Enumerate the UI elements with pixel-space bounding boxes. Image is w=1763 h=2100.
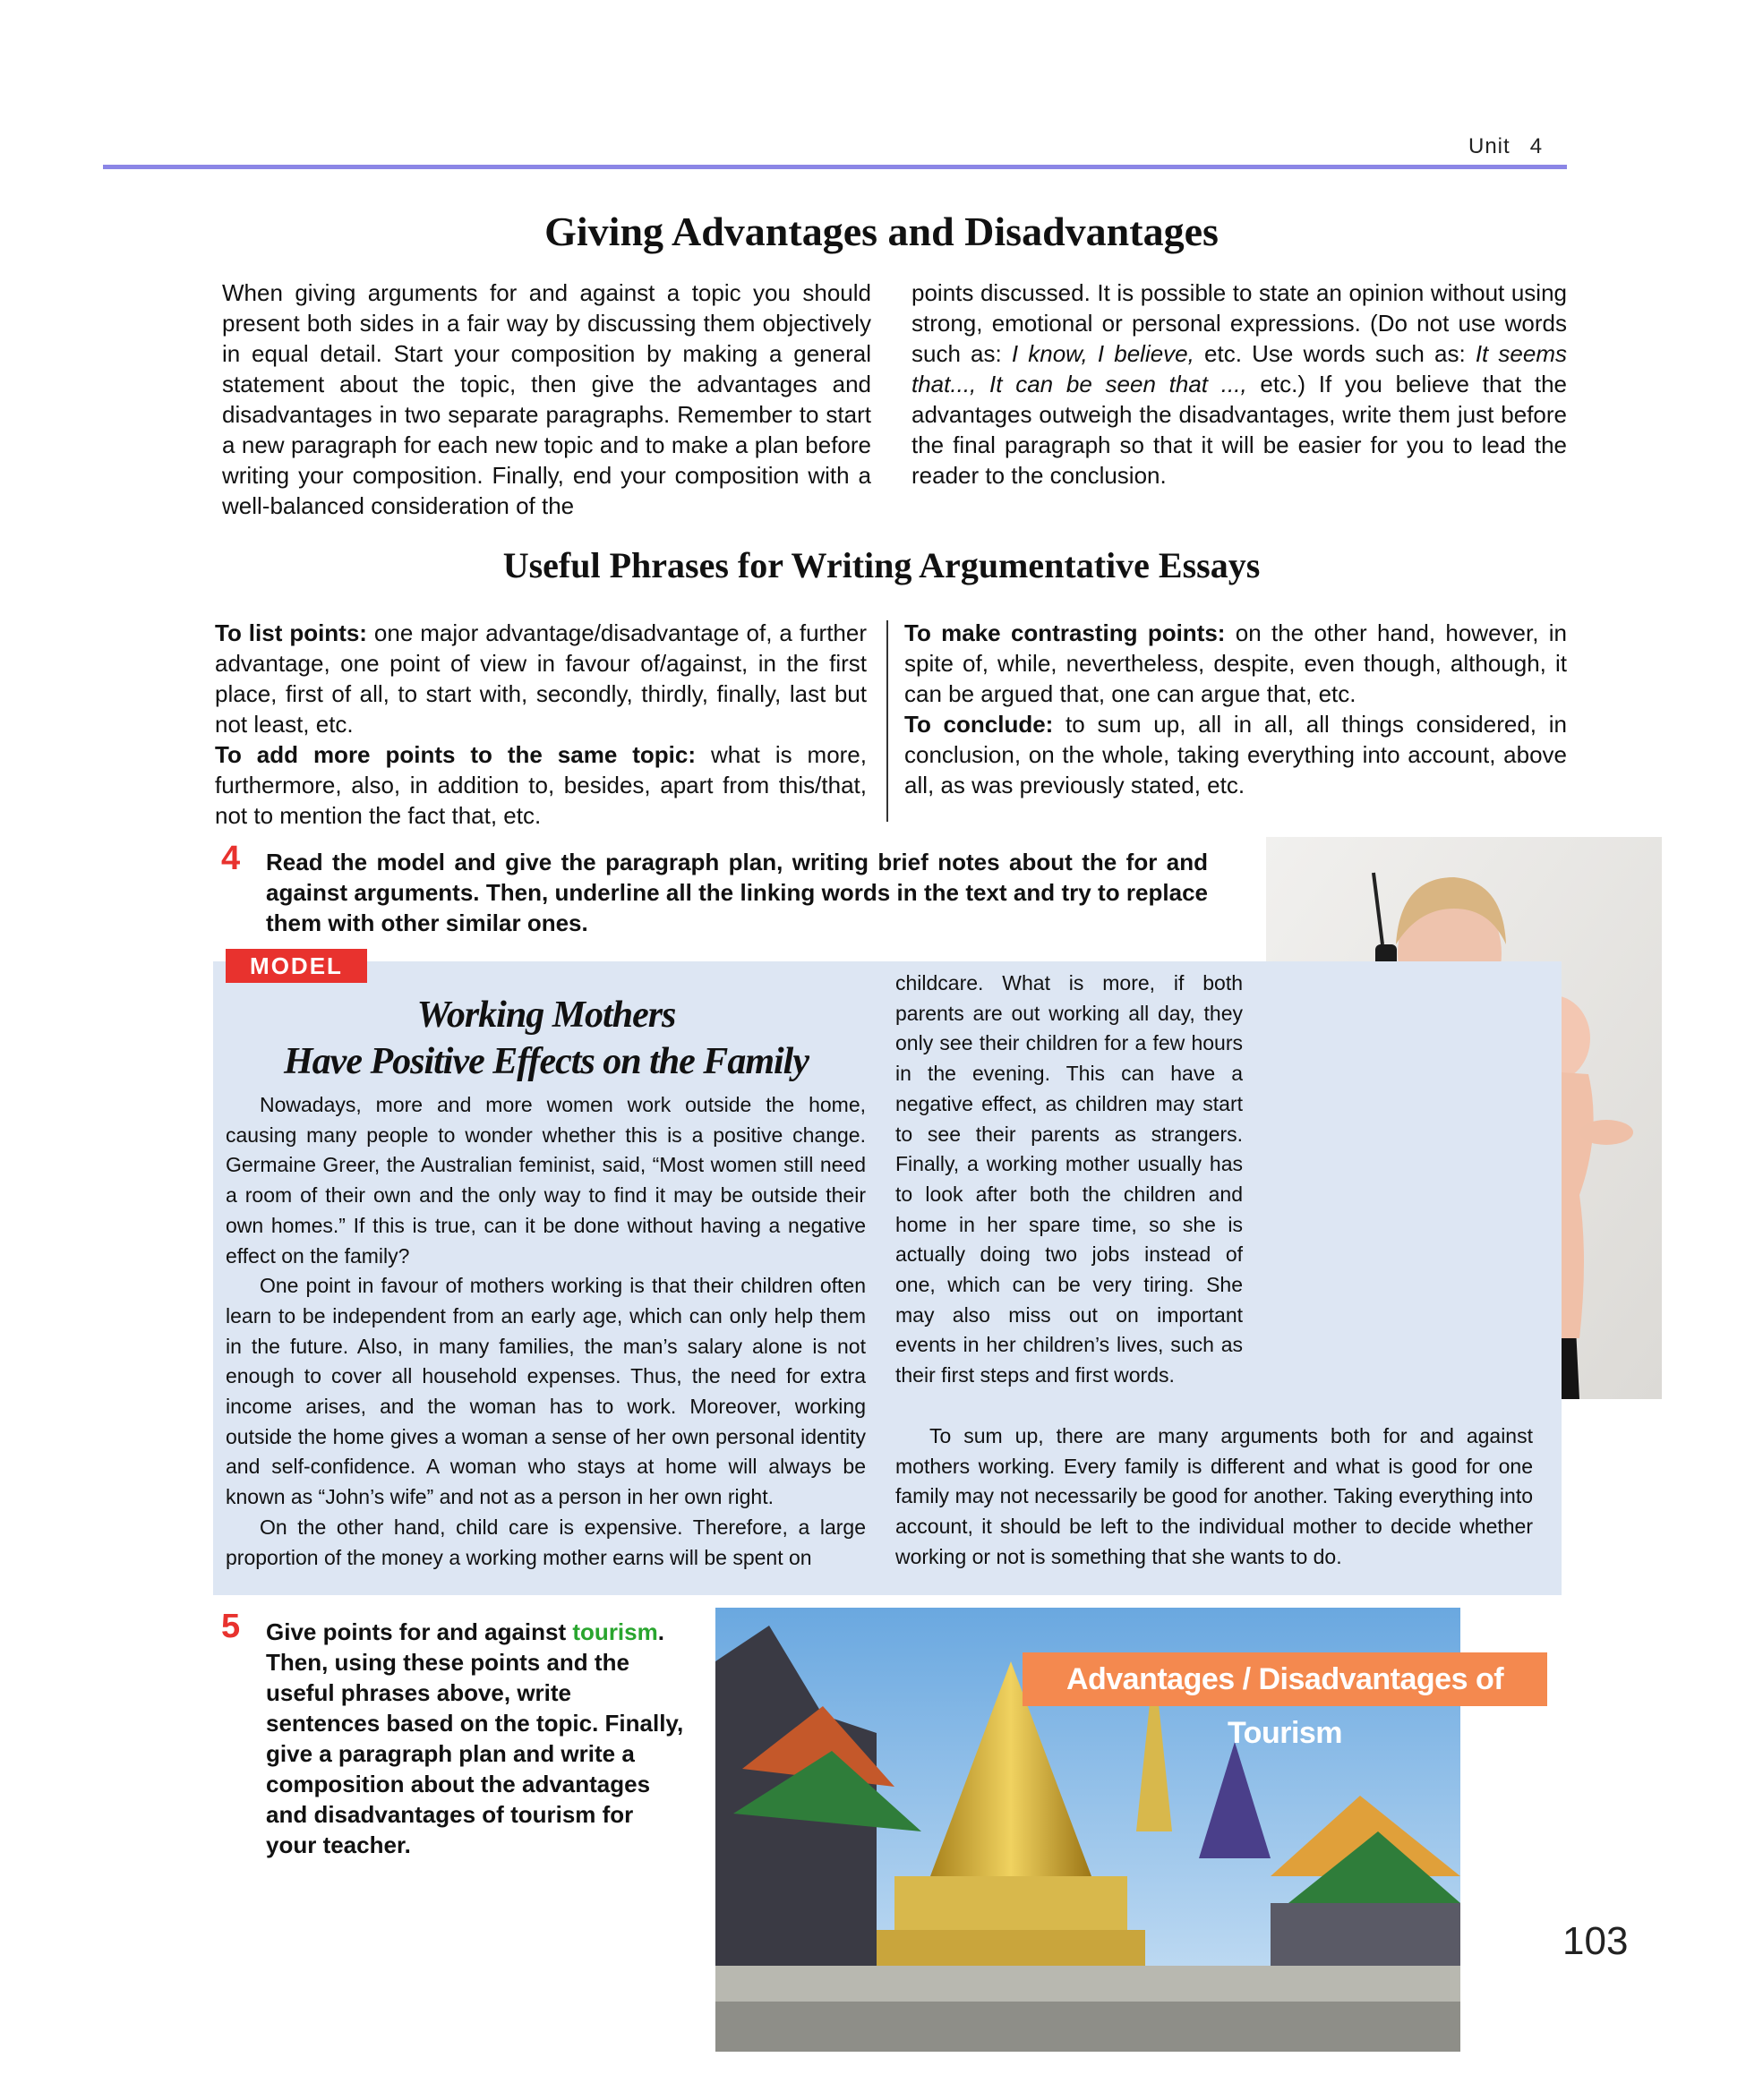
- tourism-keyword: tourism: [572, 1618, 658, 1645]
- unit-label: [1468, 134, 1543, 159]
- model-paragraph-2: One point in favour of mothers working is that their children often learn to be independent from an early age, which can only help them in the future. Also, in many families, the man’s salary alone is not enough to cover all household expenses. Thus, the need for extra income arises, and the woman has to work. Moreover, working outside the home gives a woman a sense of her own personal identity and self-confidence. A woman who stays at home will always be known as “John’s wife” and not as a person in her own right.: [226, 1274, 866, 1509]
- intro-right-column: [911, 277, 1567, 491]
- section-title-advantages: Giving Advantages and Disadvantages: [544, 209, 1219, 254]
- phrases-conclude: [904, 709, 1567, 800]
- phrases-list-text: one major advantage/disadvantage of, a further advantage, one point of view in favour of/against, in the first place, first of all, to start with, secondly, thirdly, finally, last but not least, etc.: [215, 619, 867, 738]
- phrases-add-points: [215, 739, 867, 831]
- intro-text-1: points discussed. It is possible to state an opinion without using strong, emotional or personal expressions. (Do not use words such as:: [911, 279, 1567, 367]
- model-tag: MODEL: [226, 949, 367, 983]
- intro-text-2: etc. Use words such as:: [1194, 340, 1476, 367]
- phrases-contrast: [904, 618, 1567, 709]
- model-title: [224, 992, 869, 1085]
- task-5-text-1: Give points for and against: [266, 1618, 573, 1645]
- phrases-contrast-label: To make contrasting points:: [904, 619, 1226, 646]
- header-rule: [103, 165, 1567, 169]
- intro-left-column: When giving arguments for and against a topic you should present both sides in a fair way by discussing them objectively in equal detail. Start your composition by making a general statement about the topic, then give the advantages and disadvantages in two separate paragraphs. Remember to start a new paragraph for each new topic and to make a plan before writing your composition. Finally, end your composition with a well-balanced consideration of the: [222, 279, 871, 519]
- tourism-banner: Advantages / Disadvantages of Tourism: [1023, 1652, 1547, 1706]
- model-title-line-2: Have Positive Effects on the Family: [284, 1041, 809, 1082]
- intro-example-1: I know, I believe,: [1011, 340, 1194, 367]
- task-4-number: 4: [221, 840, 241, 877]
- unit-number: 4: [1529, 134, 1544, 158]
- phrases-conclude-label: To conclude:: [904, 711, 1054, 738]
- phrases-right-column: [904, 618, 1567, 800]
- unit-word: Unit: [1468, 134, 1511, 158]
- page-number: 103: [1562, 1919, 1629, 1963]
- model-paragraph-3-continued: childcare. What is more, if both parents are out working all day, they only see their children for a few hours in the evening. This can have a negative effect, as children may start to see their parents as strangers. Finally, a working mother usually has to look after both the children and home in her spare time, so she is actually doing two jobs instead of one, which can be very tiring. She may also miss out on important events in her children’s lives, such as their first steps and first words.: [895, 971, 1243, 1387]
- section-title-useful-phrases: Useful Phrases for Writing Argumentative Essays: [502, 545, 1261, 585]
- column-divider: [886, 620, 888, 822]
- intro-example-2: It seems that..., It can be seen that ...,: [911, 340, 1567, 397]
- task-5-text-2: . Then, using these points and the useful phrases above, write sentences based on the topic. Finally, give a paragraph plan and write a composition about the advantages and disadvantages of tourism for your teacher.: [266, 1618, 684, 1858]
- model-paragraph-1: Nowadays, more and more women work outside the home, causing many people to wonder whether this is a positive change. Germaine Greer, the Australian feminist, said, “Most women still need a room of their own and the only way to find it may be outside their own homes.” If this is true, can it be done without having a negative effect on the family?: [226, 1093, 866, 1268]
- phrases-add-label: To add more points to the same topic:: [215, 741, 697, 768]
- model-paragraph-4: To sum up, there are many arguments both for and against mothers working. Every family is different and what is good for one family may not necessarily be good for another. Taking everything into account, it should be left to the individual mother to decide whether working or not is something that she wants to do.: [895, 1424, 1533, 1568]
- model-paragraph-3: On the other hand, child care is expensive. Therefore, a large proportion of the money a working mother earns will be spent on: [226, 1515, 866, 1569]
- intro-text-3: etc.) If you believe that the advantages outweigh the disadvantages, write them just before the final paragraph so that it will be easier for you to lead the reader to the conclusion.: [911, 371, 1567, 489]
- task-5-instruction: [266, 1617, 687, 1860]
- phrases-left-column: [215, 618, 867, 831]
- model-title-line-1: Working Mothers: [416, 995, 676, 1036]
- task-5-number: 5: [221, 1608, 241, 1645]
- phrases-list-label: To list points:: [215, 619, 367, 646]
- phrases-add-text: what is more, furthermore, also, in addition to, besides, apart from this/that, not to mention the fact that, etc.: [215, 741, 867, 829]
- phrases-list-points: [215, 618, 867, 739]
- phrases-conclude-text: to sum up, all in all, all things considered, in conclusion, on the whole, taking everything into account, above all, as was previously stated, etc.: [904, 711, 1567, 798]
- phrases-contrast-text: on the other hand, however, in spite of, while, nevertheless, despite, even though, although, it can be argued that, one can argue that, etc.: [904, 619, 1567, 707]
- task-4-instruction: Read the model and give the paragraph plan, writing brief notes about the for and against arguments. Then, underline all the linking words in the text and try to replace them with other similar ones.: [266, 849, 1208, 936]
- model-left-column: [226, 1090, 866, 1573]
